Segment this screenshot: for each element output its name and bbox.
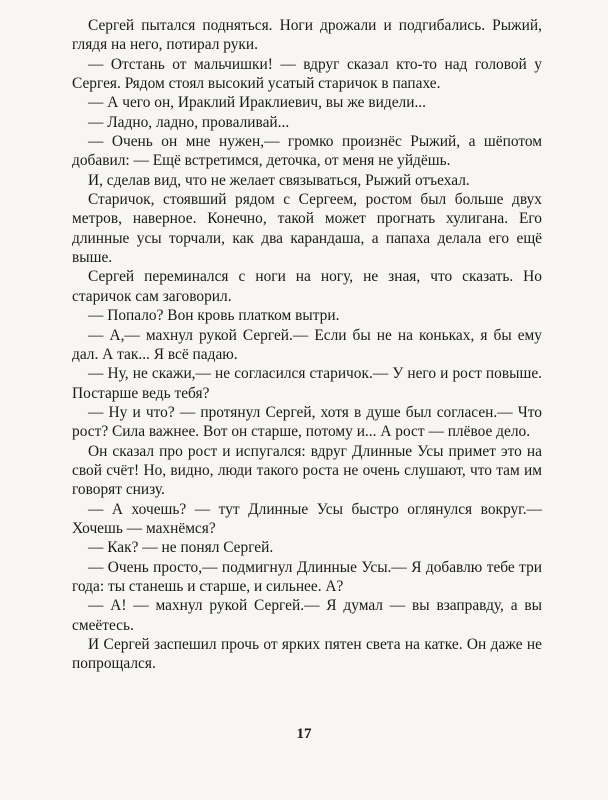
paragraph-11: — Ну, не скажи,— не согласился старичок.— У него и рост повыше. Постарше ведь тебя?: [72, 365, 542, 402]
page-body-text: [72, 16, 542, 674]
paragraph-7: Старичок, стоявший рядом с Сергеем, ростом был больше двух метров, наверное. Конечно, такой может прогнать хулигана. Его длинные усы торчали, как два карандаша, а папаха делала его ещё выше.: [72, 191, 542, 267]
paragraph-2: — Отстань от мальчишки! — вдруг сказал кто-то над головой у Сергея. Рядом стоял высокий усатый старичок в папахе.: [72, 55, 542, 93]
paragraph-10: — А,— махнул рукой Сергей.— Если бы не на коньках, я бы ему дал. А так... Я всё падаю.: [72, 326, 542, 363]
paragraph-3: — А чего он, Ираклий Ираклиевич, вы же видели...: [88, 94, 426, 112]
paragraph-4: — Ладно, ладно, проваливай...: [88, 113, 290, 131]
paragraph-13: Он сказал про рост и испугался: вдруг Длинные Усы примет это на свой счёт! Но, видно, люди такого роста не очень слушают, что там им говорят снизу.: [72, 442, 542, 499]
paragraph-15: — Как? — не понял Сергей.: [88, 539, 274, 557]
paragraph-8: Сергей переминался с ноги на ногу, не зная, что сказать. Но старичок сам заговорил.: [72, 268, 542, 305]
paragraph-17: — А! — махнул рукой Сергей.— Я думал — вы взаправду, а вы смеётесь.: [72, 597, 542, 634]
paragraph-6: И, сделав вид, что не желает связываться, Рыжий отъехал.: [88, 171, 470, 189]
paragraph-14: — А хочешь? — тут Длинные Усы быстро оглянулся вокруг.— Хочешь — махнёмся?: [72, 500, 542, 537]
paragraph-5: — Очень он мне нужен,— громко произнёс Рыжий, а шёпотом добавил: — Ещё встретимся, деточка, от меня не уйдёшь.: [72, 133, 542, 170]
paragraph-16: — Очень просто,— подмигнул Длинные Усы.— Я добавлю тебе три года: ты станешь и старше, и сильнее. А?: [72, 558, 542, 595]
paragraph-9: — Попало? Вон кровь платком вытри.: [88, 307, 340, 325]
paragraph-18: И Сергей заспешил прочь от ярких пятен света на катке. Он даже не попрощался.: [72, 636, 542, 673]
paragraph-1: Сергей пытался подняться. Ноги дрожали и подгибались. Рыжий, глядя на него, потирал руки.: [72, 17, 542, 54]
page-number: 17: [296, 726, 312, 742]
paragraph-12: — Ну и что? — протянул Сергей, хотя в душе был согласен.— Что рост? Сила важнее. Вот он старше, потому и... А рост — плёвое дело.: [72, 403, 542, 441]
